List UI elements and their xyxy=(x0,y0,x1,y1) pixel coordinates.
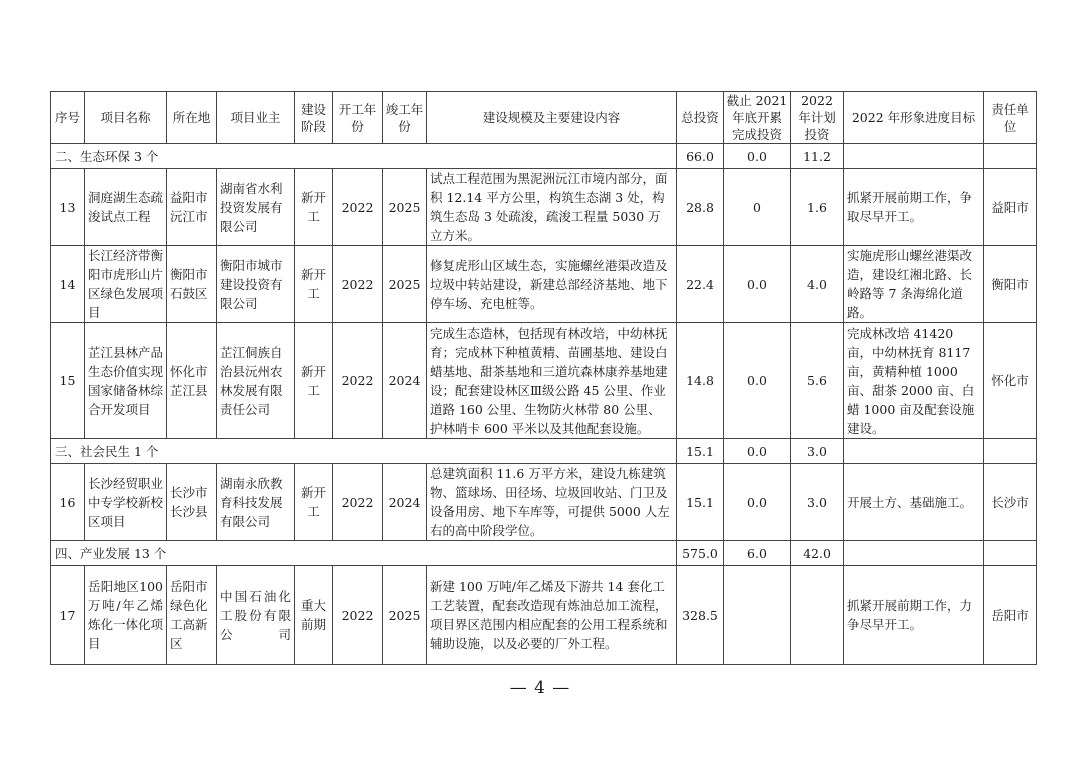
cell-plan xyxy=(791,566,844,665)
section-row xyxy=(51,439,1037,464)
cell-owner: 湖南省水利投资发展有限公司 xyxy=(217,169,295,246)
cell-location: 怀化市芷江县 xyxy=(167,323,217,439)
cell-location: 长沙市长沙县 xyxy=(167,464,217,541)
cell-owner: 衡阳市城市建设投资有限公司 xyxy=(217,246,295,323)
section-done: 6.0 xyxy=(724,541,791,566)
cell-stage: 重大前期 xyxy=(295,566,333,665)
header-seq: 序号 xyxy=(51,92,85,144)
section-unit xyxy=(984,144,1037,169)
section-plan: 11.2 xyxy=(791,144,844,169)
header-start: 开工年份 xyxy=(333,92,383,144)
section-row xyxy=(51,144,1037,169)
cell-done: 0.0 xyxy=(724,464,791,541)
header-content: 建设规模及主要建设内容 xyxy=(427,92,677,144)
cell-unit: 衡阳市 xyxy=(984,246,1037,323)
cell-done xyxy=(724,566,791,665)
cell-seq: 14 xyxy=(51,246,85,323)
cell-plan: 3.0 xyxy=(791,464,844,541)
cell-owner: 中国石油化工股份有限公司 xyxy=(217,566,295,665)
cell-name: 芷江县林产品生态价值实现国家储备林综合开发项目 xyxy=(85,323,167,439)
header-end: 竣工年份 xyxy=(383,92,427,144)
cell-name: 岳阳地区100 万吨/年乙烯炼化一体化项目 xyxy=(85,566,167,665)
cell-goal: 实施虎形山螺丝港渠改造，建设红湘北路、长岭路等 7 条海绵化道路。 xyxy=(844,246,984,323)
cell-content: 总建筑面积 11.6 万平方米，建设九栋建筑物、篮球场、田径场、垃圾回收站、门卫及设备用房、地下车库等，可提供 5000 人左右的高中阶段学位。 xyxy=(427,464,677,541)
cell-goal: 开展土方、基础施工。 xyxy=(844,464,984,541)
cell-plan: 4.0 xyxy=(791,246,844,323)
cell-start: 2022 xyxy=(333,246,383,323)
cell-name: 长沙经贸职业中专学校新校区项目 xyxy=(85,464,167,541)
table-row xyxy=(51,323,1037,439)
header-plan: 2022 年计划投资 xyxy=(791,92,844,144)
cell-goal: 抓紧开展前期工作，争取尽早开工。 xyxy=(844,169,984,246)
cell-name: 洞庭湖生态疏浚试点工程 xyxy=(85,169,167,246)
header-total: 总投资 xyxy=(677,92,724,144)
cell-end: 2025 xyxy=(383,246,427,323)
cell-owner: 湖南永欣教育科技发展有限公司 xyxy=(217,464,295,541)
section-title: 三、社会民生 1 个 xyxy=(51,439,677,464)
section-unit xyxy=(984,439,1037,464)
section-done: 0.0 xyxy=(724,144,791,169)
cell-stage: 新开工 xyxy=(295,169,333,246)
cell-unit: 益阳市 xyxy=(984,169,1037,246)
cell-content: 试点工程范围为黑泥洲沅江市境内部分，面积 12.14 平方公里，构筑生态湖 3 处，构筑生态岛 3 处疏浚，疏浚工程量 5030 万立方米。 xyxy=(427,169,677,246)
cell-end: 2025 xyxy=(383,169,427,246)
cell-done: 0.0 xyxy=(724,323,791,439)
section-unit xyxy=(984,541,1037,566)
cell-seq: 13 xyxy=(51,169,85,246)
header-owner: 项目业主 xyxy=(217,92,295,144)
cell-stage: 新开工 xyxy=(295,246,333,323)
cell-location: 岳阳市绿色化工高新区 xyxy=(167,566,217,665)
cell-seq: 15 xyxy=(51,323,85,439)
header-goal: 2022 年形象进度目标 xyxy=(844,92,984,144)
cell-total: 14.8 xyxy=(677,323,724,439)
header-unit: 责任单位 xyxy=(984,92,1037,144)
cell-content: 新建 100 万吨/年乙烯及下游共 14 套化工工艺装置，配套改造现有炼油总加工流程，项目界区范围内相应配套的公用工程系统和辅助设施，以及必要的厂外工程。 xyxy=(427,566,677,665)
cell-start: 2022 xyxy=(333,464,383,541)
cell-total: 22.4 xyxy=(677,246,724,323)
cell-done: 0 xyxy=(724,169,791,246)
cell-plan: 5.6 xyxy=(791,323,844,439)
cell-content: 修复虎形山区域生态，实施螺丝港渠改造及垃圾中转站建设，新建总部经济基地、地下停车场、充电桩等。 xyxy=(427,246,677,323)
section-total: 15.1 xyxy=(677,439,724,464)
project-table xyxy=(50,91,1037,665)
cell-done: 0.0 xyxy=(724,246,791,323)
section-goal xyxy=(844,541,984,566)
section-title: 二、生态环保 3 个 xyxy=(51,144,677,169)
cell-seq: 17 xyxy=(51,566,85,665)
table-row xyxy=(51,566,1037,665)
cell-goal: 抓紧开展前期工作，力争尽早开工。 xyxy=(844,566,984,665)
cell-seq: 16 xyxy=(51,464,85,541)
cell-unit: 岳阳市 xyxy=(984,566,1037,665)
cell-unit: 长沙市 xyxy=(984,464,1037,541)
header-name: 项目名称 xyxy=(85,92,167,144)
cell-unit: 怀化市 xyxy=(984,323,1037,439)
cell-end: 2025 xyxy=(383,566,427,665)
cell-start: 2022 xyxy=(333,566,383,665)
section-total: 66.0 xyxy=(677,144,724,169)
table-row xyxy=(51,169,1037,246)
cell-start: 2022 xyxy=(333,169,383,246)
header-stage: 建设阶段 xyxy=(295,92,333,144)
cell-location: 益阳市沅江市 xyxy=(167,169,217,246)
section-plan: 42.0 xyxy=(791,541,844,566)
cell-plan: 1.6 xyxy=(791,169,844,246)
section-goal xyxy=(844,439,984,464)
section-total: 575.0 xyxy=(677,541,724,566)
cell-total: 328.5 xyxy=(677,566,724,665)
cell-goal: 完成林改培 41420 亩，中幼林抚育 8117 亩，黄精种植 1000 亩、甜茶 2000 亩、白蜡 1000 亩及配套设施建设。 xyxy=(844,323,984,439)
cell-owner: 芷江侗族自治县沅州农林发展有限责任公司 xyxy=(217,323,295,439)
cell-end: 2024 xyxy=(383,323,427,439)
cell-start: 2022 xyxy=(333,323,383,439)
header-done: 截止 2021 年底开累完成投资 xyxy=(724,92,791,144)
header-row xyxy=(51,92,1037,144)
cell-total: 15.1 xyxy=(677,464,724,541)
cell-stage: 新开工 xyxy=(295,464,333,541)
cell-content: 完成生态造林，包括现有林改培，中幼林抚育；完成林下种植黄精、苗圃基地、建设白蜡基地、甜茶基地和三道坑森林康养基地建设；配套建设林区Ⅲ级公路 45 公里、作业道路 160 公里、生物防火林带 80 公里、护林哨卡 600 平米以及其他配套设施。 xyxy=(427,323,677,439)
table-row xyxy=(51,246,1037,323)
page-number: — 4 — xyxy=(509,678,571,698)
table-row xyxy=(51,464,1037,541)
cell-end: 2024 xyxy=(383,464,427,541)
section-goal xyxy=(844,144,984,169)
section-title: 四、产业发展 13 个 xyxy=(51,541,677,566)
cell-total: 28.8 xyxy=(677,169,724,246)
section-done: 0.0 xyxy=(724,439,791,464)
cell-location: 衡阳市石鼓区 xyxy=(167,246,217,323)
cell-stage: 新开工 xyxy=(295,323,333,439)
section-row xyxy=(51,541,1037,566)
section-plan: 3.0 xyxy=(791,439,844,464)
header-location: 所在地 xyxy=(167,92,217,144)
cell-name: 长江经济带衡阳市虎形山片区绿色发展项目 xyxy=(85,246,167,323)
